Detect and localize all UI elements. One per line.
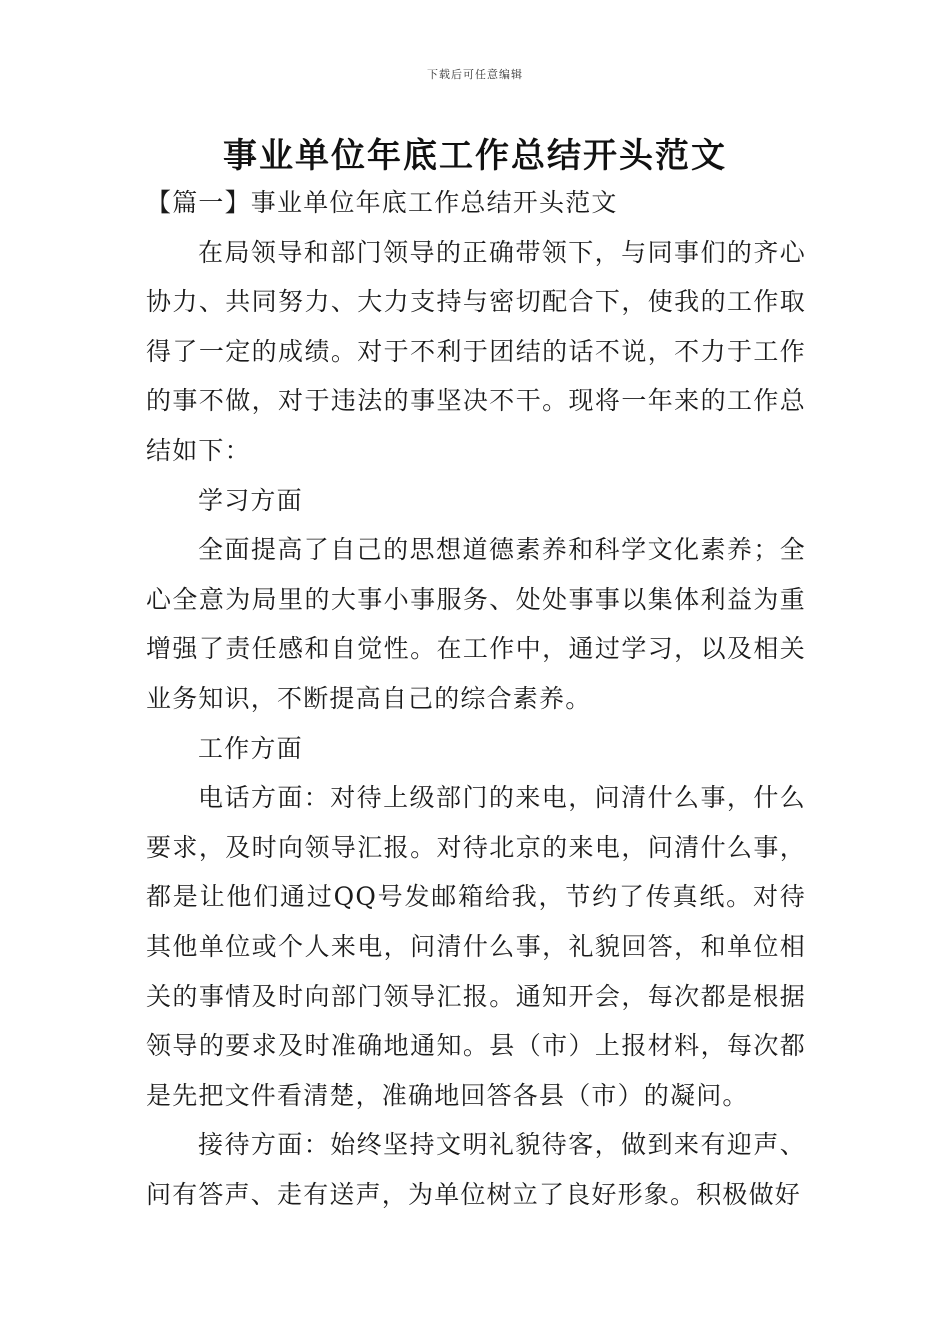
paragraph-phone: 电话方面：对待上级部门的来电，问清什么事，什么要求，及时向领导汇报。对待北京的来电，问清什么事，都是让他们通过QQ号发邮箱给我，节约了传真纸。对待其他单位或个人来电，问清什么事，礼貌回答，和单位相关的事情及时向部门领导汇报。通知开会，每次都是根据领导的要求及时准确地通知。县（市）上报材料，每次都是先把文件看清楚，准确地回答各县（市）的凝问。 bbox=[146, 783, 806, 1110]
section-label: 【篇一】事业单位年底工作总结开头范文 bbox=[146, 188, 618, 217]
paragraph-study: 全面提高了自己的思想道德素养和科学文化素养；全心全意为局里的大事小事服务、处处事事以集体利益为重增强了责任感和自觉性。在工作中，通过学习，以及相关业务知识，不断提高自己的综合素养。 bbox=[146, 535, 806, 713]
header-note: 下载后可任意编辑 bbox=[427, 68, 523, 81]
document-title: 事业单位年底工作总结开头范文 bbox=[223, 136, 727, 176]
document-body bbox=[146, 178, 806, 1219]
heading-work: 工作方面 bbox=[198, 733, 303, 763]
paragraph-intro: 在局领导和部门领导的正确带领下，与同事们的齐心协力、共同努力、大力支持与密切配合下，使我的工作取得了一定的成绩。对于不利于团结的话不说，不力于工作的事不做，对于违法的事坚决不干。现将一年来的工作总结如下： bbox=[146, 237, 806, 465]
heading-study: 学习方面 bbox=[198, 485, 303, 515]
paragraph-reception: 接待方面：始终坚持文明礼貌待客，做到来有迎声、问有答声、走有送声，为单位树立了良好形象。积极做好 bbox=[146, 1130, 806, 1209]
